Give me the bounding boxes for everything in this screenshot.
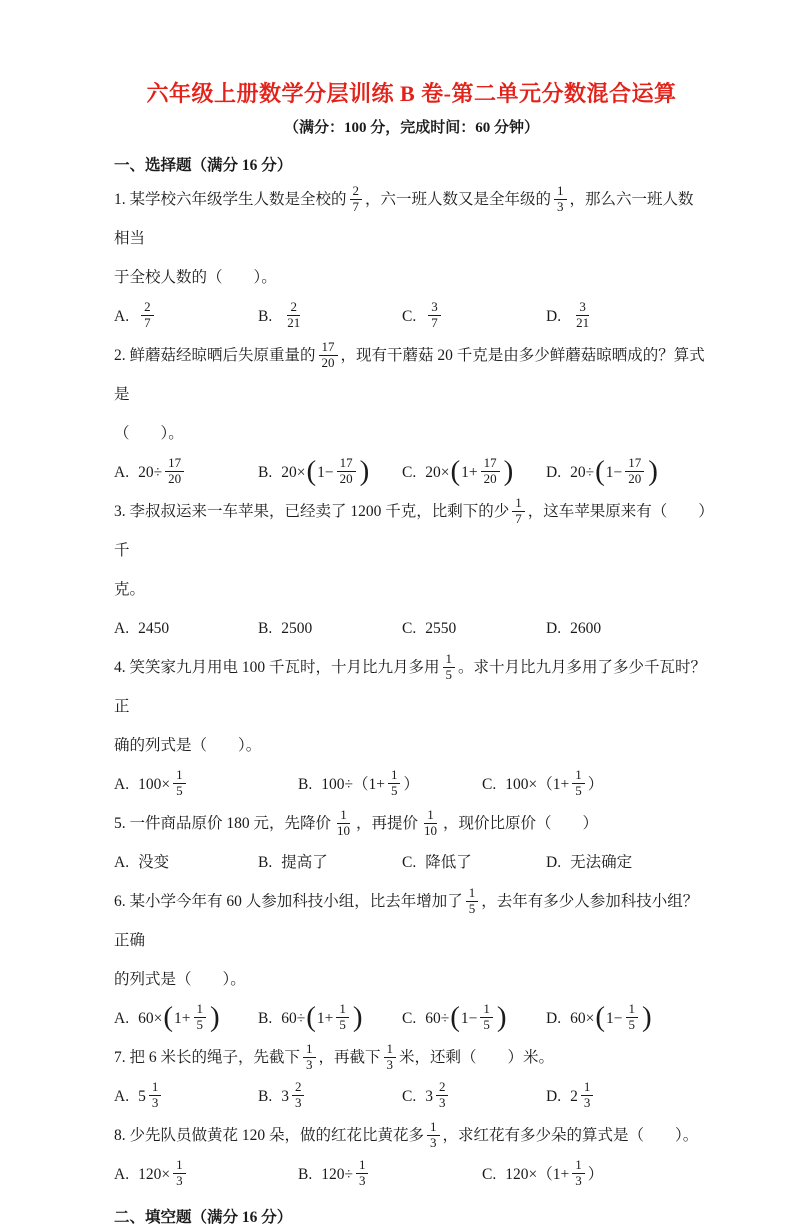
- fraction: [581, 1080, 594, 1111]
- fraction-numerator: 1: [337, 808, 350, 824]
- option-label: B.: [258, 1088, 273, 1105]
- fraction-denominator: 7: [352, 198, 360, 214]
- option-label: A.: [114, 1010, 130, 1027]
- text-run: 降低了: [425, 854, 472, 871]
- text-run: 的列式是（ ）。: [114, 971, 246, 988]
- fraction-denominator: 5: [390, 783, 398, 798]
- text-run: 1+: [461, 464, 478, 481]
- option-label: B.: [258, 620, 273, 637]
- fraction-denominator: 20: [339, 471, 353, 486]
- option: [482, 1155, 666, 1194]
- option-label: A.: [114, 308, 130, 325]
- option: D. 60× ( 1− $\frac{1}{5}$ ): [546, 999, 690, 1038]
- fraction-numerator: 17: [625, 456, 644, 472]
- text-run: 8. 少先队员做黄花 120 朵，做的红花比黄花多: [114, 1127, 425, 1144]
- fraction-numerator: 1: [173, 1158, 186, 1174]
- option: [114, 297, 258, 336]
- text-run: ，现有干蘑菇 20 千克是由多少鲜蘑菇晾晒成的？算式是: [114, 347, 705, 403]
- fraction-denominator: 5: [176, 783, 183, 798]
- fraction-denominator: 5: [196, 1017, 203, 1032]
- question-text-line: [114, 882, 709, 960]
- fraction: [356, 1158, 369, 1189]
- fraction-denominator: 3: [430, 1134, 437, 1150]
- fraction-numerator: 1: [554, 184, 567, 200]
- option-label: D.: [546, 1088, 562, 1105]
- fraction-numerator: 3: [428, 300, 441, 316]
- fraction: [165, 456, 184, 487]
- options-row: [114, 765, 709, 804]
- fraction: [443, 652, 456, 683]
- text-run: ）: [403, 776, 419, 793]
- fraction-numerator: 1: [388, 768, 401, 784]
- fraction-numerator: 1: [356, 1158, 369, 1174]
- text-run: ，再提价: [356, 815, 419, 832]
- fraction-denominator: 3: [176, 1173, 183, 1188]
- question-text-line: [114, 414, 709, 453]
- text-run: 2600: [570, 620, 602, 637]
- option-label: B.: [258, 1010, 273, 1027]
- question-item: [114, 492, 709, 648]
- option: [258, 1077, 402, 1116]
- option: [546, 1077, 690, 1116]
- fraction-numerator: 3: [576, 300, 589, 316]
- fraction: [334, 808, 353, 839]
- option: [298, 1155, 482, 1194]
- fraction-denominator: 5: [468, 900, 476, 916]
- options-row: [114, 843, 709, 882]
- exam-info: （满分：100 分，完成时间：60 分钟）: [283, 120, 539, 136]
- fraction-denominator: 10: [337, 822, 351, 838]
- text-run: 60×: [570, 1010, 595, 1027]
- option: B. 60÷ ( 1+ $\frac{1}{5}$ ): [258, 999, 402, 1038]
- option-label: A.: [114, 620, 130, 637]
- fraction-numerator: 2: [436, 1080, 449, 1096]
- text-run: （ ）。: [114, 425, 184, 442]
- text-run: 100×（1+: [505, 776, 570, 793]
- fraction: [337, 456, 356, 487]
- fraction: [194, 1002, 207, 1033]
- fraction: [572, 1158, 585, 1189]
- fraction-denominator: 3: [294, 1095, 302, 1110]
- options-row: [114, 609, 709, 648]
- text-run: 1−: [460, 1010, 478, 1027]
- option: [114, 1077, 258, 1116]
- question-text-line: [114, 726, 709, 765]
- text-run: 4. 笑笑家九月用电 100 千瓦时，十月比九月多用: [114, 659, 440, 676]
- text-run: 60÷: [281, 1010, 306, 1027]
- option-label: D.: [546, 308, 562, 325]
- question-text-line: [114, 570, 709, 609]
- text-run: ，现价比原价（ ）: [443, 815, 599, 832]
- fraction-numerator: 1: [443, 652, 456, 668]
- fraction-numerator: 1: [512, 496, 525, 512]
- text-run: 提高了: [281, 854, 328, 871]
- fraction-denominator: 3: [386, 1056, 394, 1072]
- option-label: A.: [114, 1088, 130, 1105]
- fraction-numerator: 1: [194, 1002, 207, 1018]
- text-run: 无法确定: [570, 854, 633, 871]
- fraction-denominator: 3: [306, 1056, 313, 1072]
- fraction: [554, 184, 567, 215]
- option-label: B.: [298, 776, 313, 793]
- section-header-choice: 一、选择题（满分 16 分）: [114, 157, 293, 174]
- text-run: 3: [425, 1088, 433, 1105]
- question-list: [114, 180, 709, 1194]
- question-item: [114, 882, 709, 1038]
- question-text-line: [114, 1038, 709, 1077]
- text-run: 1−: [605, 464, 623, 481]
- fraction: [572, 768, 585, 799]
- options-row: [114, 999, 709, 1038]
- option-label: C.: [482, 1166, 497, 1183]
- fraction: [512, 496, 525, 527]
- fraction: [141, 300, 154, 331]
- fraction: [292, 1080, 305, 1111]
- question-item: [114, 648, 709, 804]
- option-label: A.: [114, 854, 130, 871]
- text-run: 没变: [138, 854, 170, 871]
- options-row: [114, 1155, 709, 1194]
- fraction: [625, 456, 644, 487]
- text-run: 2550: [425, 620, 457, 637]
- fraction: [466, 886, 479, 917]
- fraction-denominator: 3: [438, 1095, 446, 1110]
- option: C. 60÷ ( 1− $\frac{1}{5}$ ): [402, 999, 546, 1038]
- fraction-numerator: 1: [303, 1042, 316, 1058]
- fraction: [436, 1080, 449, 1111]
- text-run: 3: [281, 1088, 289, 1105]
- fraction-denominator: 7: [431, 315, 438, 330]
- text-run: 6. 某小学今年有 60 人参加科技小组，比去年增加了: [114, 893, 463, 910]
- fraction-denominator: 20: [483, 471, 497, 486]
- fraction-numerator: 1: [466, 886, 479, 902]
- fraction: [303, 1042, 316, 1073]
- text-run: ，六一班人数又是全年级的: [365, 191, 552, 208]
- option: [114, 453, 258, 492]
- fraction-numerator: 1: [424, 808, 437, 824]
- fraction-denominator: 3: [575, 1173, 582, 1188]
- option: [114, 1155, 298, 1194]
- text-run: 1−: [606, 1010, 623, 1027]
- option-label: D.: [546, 620, 562, 637]
- text-run: 120×: [138, 1166, 171, 1183]
- question-item: [114, 1116, 709, 1194]
- options-row: [114, 1077, 709, 1116]
- text-run: 2. 鲜蘑菇经晾晒后失原重量的: [114, 347, 316, 364]
- fraction: [149, 1080, 162, 1111]
- option-label: B.: [258, 308, 273, 325]
- fraction-denominator: 5: [445, 666, 453, 682]
- fraction: [573, 300, 592, 331]
- options-row: [114, 297, 709, 336]
- text-run: 100÷（1+: [321, 776, 385, 793]
- option-label: A.: [114, 776, 130, 793]
- question-item: [114, 336, 709, 492]
- text-run: 。求十月比九月多用了多少千瓦时？正: [114, 659, 707, 715]
- fraction-numerator: 1: [581, 1080, 594, 1096]
- option-label: C.: [402, 1010, 417, 1027]
- fraction: [480, 1002, 493, 1033]
- option-label: C.: [402, 464, 417, 481]
- fraction-denominator: 3: [583, 1095, 591, 1110]
- option: A. 60× ( 1+ $\frac{1}{5}$ ): [114, 999, 258, 1038]
- question-text-line: [114, 258, 709, 297]
- fraction-denominator: 7: [515, 510, 522, 526]
- question-text-line: [114, 960, 709, 999]
- fraction: [388, 768, 401, 799]
- fraction-numerator: 2: [141, 300, 154, 316]
- fraction-denominator: 3: [557, 198, 564, 214]
- fraction-denominator: 3: [358, 1173, 366, 1188]
- option-label: B.: [258, 854, 273, 871]
- text-run: ，去年有多少人参加科技小组？正确: [114, 893, 699, 949]
- text-run: 20×: [425, 464, 450, 481]
- fraction: [284, 300, 303, 331]
- option-label: C.: [402, 854, 417, 871]
- option: [402, 609, 546, 648]
- option-label: B.: [258, 464, 273, 481]
- text-run: 5. 一件商品原价 180 元，先降价: [114, 815, 332, 832]
- fraction-denominator: 5: [628, 1017, 635, 1032]
- fraction: [428, 300, 441, 331]
- text-run: 3. 李叔叔运来一车苹果，已经卖了 1200 千克，比剩下的少: [114, 503, 510, 520]
- option: [298, 765, 482, 804]
- text-run: 1−: [317, 464, 334, 481]
- fraction-numerator: 1: [572, 1158, 585, 1174]
- fraction: [336, 1002, 349, 1033]
- fraction-numerator: 1: [480, 1002, 493, 1018]
- text-run: 2: [570, 1088, 578, 1105]
- option-label: A.: [114, 1166, 130, 1183]
- option: C. 20× ( 1+ $\frac{17}{20}$ ): [402, 453, 546, 492]
- text-run: 7. 把 6 米长的绳子，先截下: [114, 1049, 301, 1066]
- option-label: A.: [114, 464, 130, 481]
- text-run: 5: [138, 1088, 146, 1105]
- fraction-numerator: 2: [287, 300, 300, 316]
- text-run: ，这车苹果原来有（ ）千: [114, 503, 707, 559]
- fraction-numerator: 1: [336, 1002, 349, 1018]
- option: [114, 765, 298, 804]
- fraction-numerator: 2: [292, 1080, 305, 1096]
- text-run: 2450: [138, 620, 170, 637]
- text-run: ，求红花有多少朵的算式是（ ）。: [442, 1127, 699, 1144]
- fraction-denominator: 5: [339, 1017, 346, 1032]
- options-row: [114, 453, 709, 492]
- fraction-numerator: 1: [384, 1042, 397, 1058]
- fraction-denominator: 21: [287, 315, 301, 330]
- fraction: [173, 1158, 186, 1189]
- fraction-numerator: 1: [173, 768, 186, 784]
- text-run: 米，还剩（ ）米。: [399, 1049, 555, 1066]
- fraction: [421, 808, 440, 839]
- fraction: [626, 1002, 639, 1033]
- question-text-line: [114, 492, 709, 570]
- fraction-denominator: 10: [424, 822, 438, 838]
- option: [402, 843, 546, 882]
- fraction-numerator: 1: [572, 768, 585, 784]
- fraction-numerator: 1: [427, 1120, 440, 1136]
- text-run: 1. 某学校六年级学生人数是全校的: [114, 191, 347, 208]
- option-label: D.: [546, 1010, 562, 1027]
- option: [482, 765, 666, 804]
- question-text-line: [114, 180, 709, 258]
- fraction: [384, 1042, 397, 1073]
- text-run: 60÷: [425, 1010, 450, 1027]
- text-run: ，再截下: [318, 1049, 381, 1066]
- fraction: [481, 456, 500, 487]
- text-run: 120×（1+: [505, 1166, 570, 1183]
- section-header-fill: 二、填空题（满分 16 分）: [114, 1209, 293, 1226]
- text-run: ，那么六一班人数相当: [114, 191, 694, 247]
- question-item: [114, 804, 709, 882]
- text-run: 20×: [281, 464, 306, 481]
- fraction-denominator: 20: [168, 471, 182, 486]
- option: [258, 609, 402, 648]
- text-run: 120÷: [321, 1166, 353, 1183]
- option-label: C.: [402, 308, 417, 325]
- option: [114, 843, 258, 882]
- option-label: C.: [482, 776, 497, 793]
- fraction: [173, 768, 186, 799]
- option: [114, 609, 258, 648]
- text-run: 100×: [138, 776, 171, 793]
- option: [258, 297, 402, 336]
- fraction-numerator: 17: [337, 456, 356, 472]
- fraction: [319, 340, 338, 371]
- text-run: 20÷: [138, 464, 163, 481]
- question-item: [114, 180, 709, 336]
- question-text-line: [114, 648, 709, 726]
- option: D. 20÷ ( 1− $\frac{17}{20}$ ): [546, 453, 690, 492]
- fraction-denominator: 3: [151, 1095, 159, 1110]
- fraction-denominator: 21: [576, 315, 590, 330]
- question-item: [114, 1038, 709, 1116]
- fraction: [427, 1120, 440, 1151]
- option: [258, 843, 402, 882]
- option-label: D.: [546, 464, 562, 481]
- text-run: 于全校人数的（ ）。: [114, 269, 277, 286]
- fraction-numerator: 17: [165, 456, 184, 472]
- text-run: 1+: [174, 1010, 191, 1027]
- fraction-numerator: 1: [149, 1080, 162, 1096]
- fraction-denominator: 20: [628, 471, 642, 486]
- option: [402, 297, 546, 336]
- option: [546, 843, 690, 882]
- text-run: 2500: [281, 620, 313, 637]
- fraction-numerator: 1: [626, 1002, 639, 1018]
- question-text-line: [114, 336, 709, 414]
- fraction-denominator: 5: [575, 783, 582, 798]
- text-run: ）: [587, 1166, 604, 1183]
- option: [402, 1077, 546, 1116]
- text-run: 确的列式是（ ）。: [114, 737, 262, 754]
- fraction-numerator: 2: [350, 184, 363, 200]
- question-text-line: [114, 804, 709, 843]
- option: B. 20× ( 1− $\frac{17}{20}$ ): [258, 453, 402, 492]
- fraction-numerator: 17: [481, 456, 500, 472]
- fraction-denominator: 5: [483, 1017, 490, 1032]
- fraction-denominator: 7: [144, 315, 151, 330]
- fraction-numerator: 17: [319, 340, 338, 356]
- option-label: D.: [546, 854, 562, 871]
- text-run: 1+: [316, 1010, 334, 1027]
- text-run: 60×: [138, 1010, 163, 1027]
- text-run: ）: [587, 776, 604, 793]
- fraction: [350, 184, 363, 215]
- option: [546, 609, 690, 648]
- option: [546, 297, 690, 336]
- text-run: 20÷: [570, 464, 595, 481]
- fraction-denominator: 20: [321, 354, 335, 370]
- option-label: C.: [402, 620, 417, 637]
- page-title: 六年级上册数学分层训练 B 卷-第二单元分数混合运算: [146, 81, 677, 106]
- option-label: C.: [402, 1088, 417, 1105]
- option-label: B.: [298, 1166, 313, 1183]
- text-run: 克。: [114, 581, 146, 598]
